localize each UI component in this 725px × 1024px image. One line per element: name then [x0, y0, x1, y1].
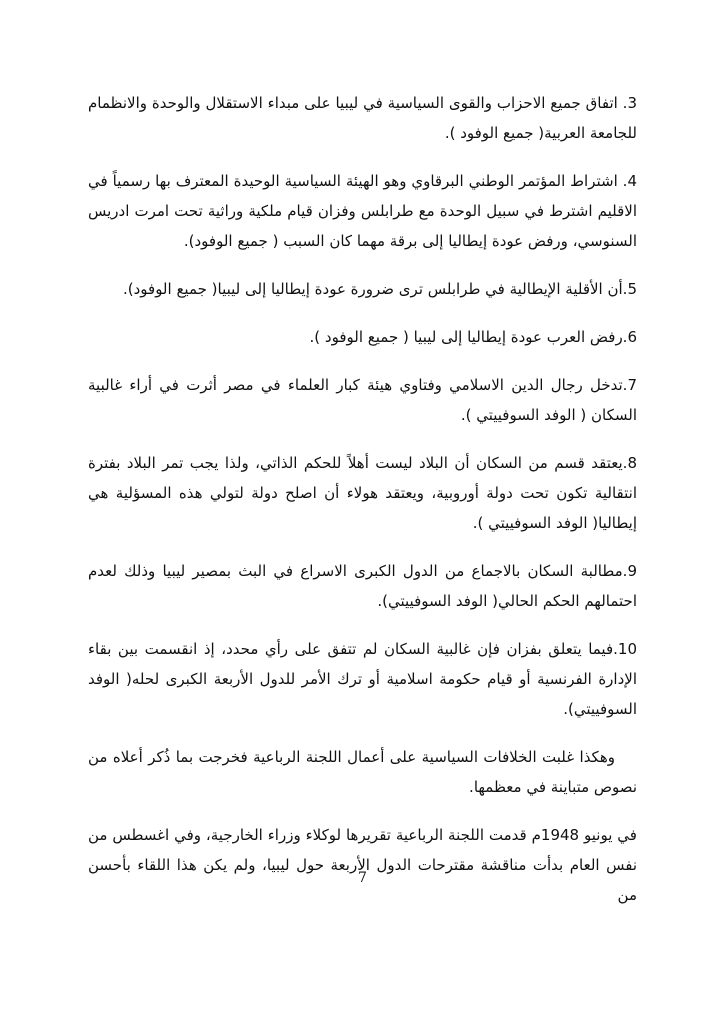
page-number: 7 — [358, 870, 367, 886]
paragraph-item-7: 7.تدخل رجال الدين الاسلامي وفتاوي هيئة كبار العلماء في مصر أثرت في أراء غالبية السكان ( الوفد السوفييتي ). — [88, 376, 637, 424]
body-text — [88, 88, 637, 928]
paragraph-item-5: 5.أن الأقلية الإيطالية في طرابلس ترى ضرورة عودة إيطاليا إلى ليبيا( جميع الوفود). — [122, 280, 637, 298]
paragraph-item-4: 4. اشتراط المؤتمر الوطني البرقاوي وهو الهيئة السياسية الوحيدة المعترف بها رسمياً في الاقليم اشترط في سبيل الوحدة مع طرابلس وفزان قيام ملكية وراثية تحت امرت ادريس السنوسي، ورفض عودة إيطاليا إلى برقة مهما كان السبب ( جميع الوفود). — [88, 172, 637, 250]
paragraph-item-10: 10.فيما يتعلق بفزان فإن غالبية السكان لم تتفق على رأي محدد، إذ انقسمت بين بقاء الإدارة الفرنسية أو قيام حكومة اسلامية أو ترك الأمر للدول الأربعة الكبرى لحله( الوفد السوفييتي). — [88, 640, 637, 718]
paragraph-item-3: 3. اتفاق جميع الاحزاب والقوى السياسية في ليبيا على مبداء الاستقلال والوحدة والانظمام للجامعة العربية( جميع الوفود ). — [88, 94, 637, 142]
paragraph-item-9: 9.مطالبة السكان بالاجماع من الدول الكبرى الاسراع في البث بمصير ليبيا وذلك لعدم احتمالهم الحكم الحالي( الوفد السوفييتي). — [88, 562, 637, 610]
paragraph-item-6: 6.رفض العرب عودة إيطاليا إلى ليبيا ( جميع الوفود ). — [309, 328, 637, 346]
paragraph-summary: وهكذا غلبت الخلافات السياسية على أعمال اللجنة الرباعية فخرجت بما ذُكر أعلاه من نصوص متباينة في معظمها. — [88, 748, 637, 796]
paragraph-item-8: 8.يعتقد قسم من السكان أن البلاد ليست أهلاً للحكم الذاتي، ولذا يجب تمر البلاد بفترة انتقالية تكون تحت دولة أوروبية، ويعتقد هولاء أن اصلح دولة لتولي هذه المسؤلية هي إيطاليا( الوفد السوفييتي ). — [88, 454, 637, 532]
paragraph-june-1948: في يونيو 1948م قدمت اللجنة الرباعية تقريرها لوكلاء وزراء الخارجية، وفي اغسطس من نفس العام بدأت مناقشة مقترحات الدول الأربعة حول ليبيا، ولم يكن هذا اللقاء بأحسن من — [88, 826, 637, 904]
